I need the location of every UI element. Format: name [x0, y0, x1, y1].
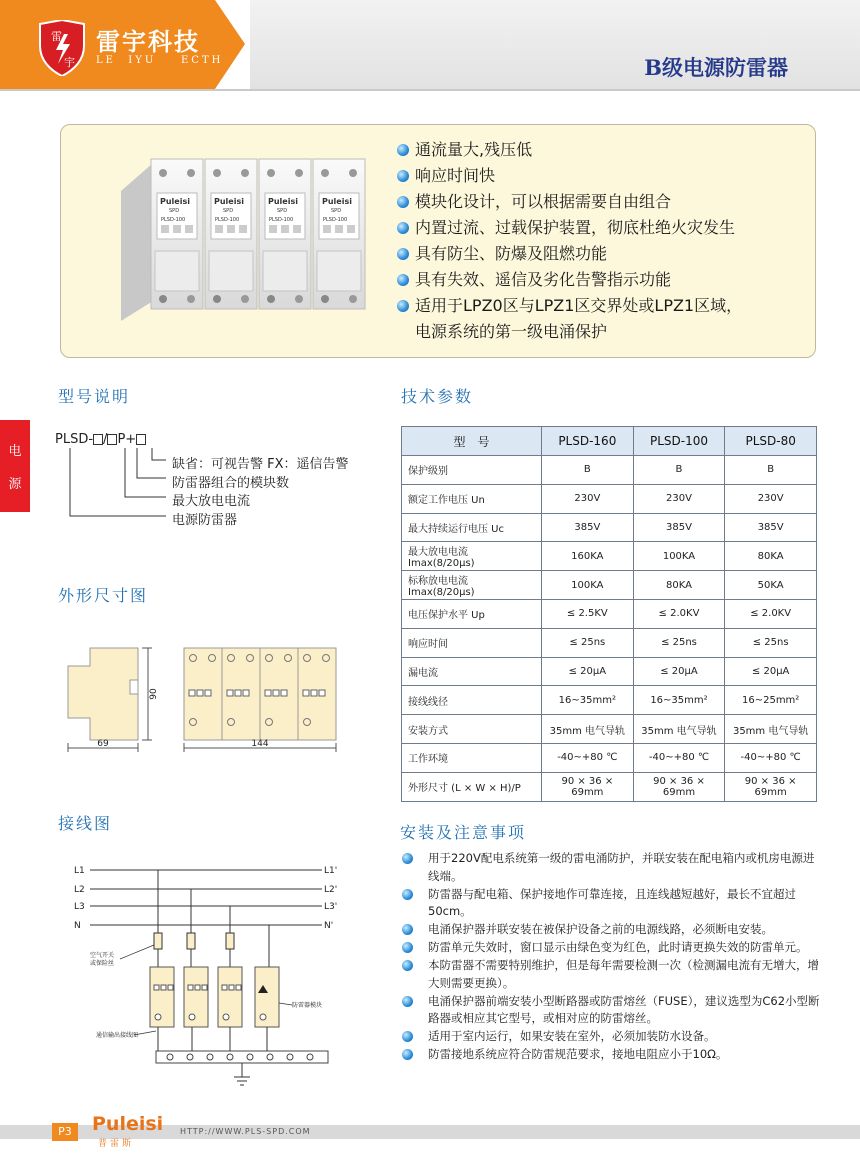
- dim-front-width-label: 144: [251, 739, 269, 749]
- spec-value: 16~25mm²: [725, 686, 817, 715]
- install-note: 用于220V配电系统第一级的雷电涌防护，并联安装在配电箱内或机房电源进线端。: [400, 850, 820, 885]
- product-brand-3: Puleisi: [268, 197, 298, 206]
- spec-value: -40~+80 ℃: [725, 743, 817, 772]
- placeholder-box: [136, 434, 146, 445]
- spec-table-row: [402, 484, 817, 513]
- spec-value: ≤ 25ns: [633, 628, 725, 657]
- bullet-icon: [402, 942, 413, 953]
- spec-param-name: 工作环境: [402, 743, 542, 772]
- model-desc-type: 电源防雷器: [172, 513, 238, 528]
- product-model-4: PLSD-100: [323, 217, 348, 223]
- wiring-diagram: [60, 855, 350, 1090]
- model-desc-alarm: 缺省：可视告警 FX：遥信告警: [172, 457, 349, 472]
- feature-panel: [60, 124, 816, 358]
- category-side-tab: [0, 420, 30, 512]
- line-label-l3: L3: [74, 902, 85, 912]
- feature-item: 通流量大,残压低: [397, 137, 742, 163]
- bullet-icon: [397, 248, 409, 260]
- bullet-icon: [397, 222, 409, 234]
- page-title: B级电源防雷器: [644, 55, 788, 80]
- install-note: 防雷器与配电箱、保护接地作可靠连接，且连线越短越好，最长不宜超过50cm。: [400, 886, 820, 921]
- spec-value: 385V: [725, 513, 817, 542]
- feature-item: 模块化设计，可以根据需要自由组合: [397, 189, 742, 215]
- model-section-heading: 型号说明: [58, 387, 131, 406]
- spec-value: 80KA: [725, 542, 817, 571]
- product-sub-4: SPD: [331, 208, 342, 214]
- spec-value: 100KA: [633, 542, 725, 571]
- spec-value: 230V: [633, 484, 725, 513]
- product-brand-1: Puleisi: [160, 197, 190, 206]
- spec-table-header-row: [402, 427, 817, 456]
- bullet-icon: [402, 996, 413, 1007]
- spec-section-heading: 技术参数: [401, 387, 474, 406]
- shield-char-top: 雷: [51, 30, 62, 43]
- spec-value: ≤ 25ns: [725, 628, 817, 657]
- spec-value: 90 × 36 × 69mm: [542, 772, 634, 801]
- spec-value: ≤ 20μA: [542, 657, 634, 686]
- label-signal: 通信输出接线图: [96, 1032, 139, 1039]
- spec-table-row: [402, 628, 817, 657]
- spec-param-name: 标称放电电流 Imax(8/20μs): [402, 571, 542, 600]
- model-code-leader-lines: [60, 448, 180, 523]
- spec-value: 90 × 36 × 69mm: [725, 772, 817, 801]
- product-model-1: PLSD-100: [161, 217, 186, 223]
- spec-param-name: 响应时间: [402, 628, 542, 657]
- company-shield-logo-icon: [38, 20, 86, 76]
- spec-table-row: [402, 715, 817, 744]
- product-model-3: PLSD-100: [269, 217, 294, 223]
- install-note: 防雷接地系统应符合防雷规范要求，接地电阻应小于10Ω。: [400, 1046, 820, 1064]
- line-label-l1-out: L1': [324, 866, 338, 876]
- product-sub-2: SPD: [223, 208, 234, 214]
- bullet-icon: [397, 144, 409, 156]
- spec-value: 100KA: [542, 571, 634, 600]
- spec-value: 385V: [633, 513, 725, 542]
- bullet-icon: [402, 924, 413, 935]
- spec-value: 90 × 36 × 69mm: [633, 772, 725, 801]
- spec-value: 16~35mm²: [633, 686, 725, 715]
- spec-value: 35mm 电气导轨: [633, 715, 725, 744]
- label-module: 防雷器模块: [292, 1002, 323, 1009]
- spec-value: B: [542, 456, 634, 485]
- spec-param-name: 最大放电电流 Imax(8/20μs): [402, 542, 542, 571]
- spec-table-row: [402, 657, 817, 686]
- spec-value: 385V: [542, 513, 634, 542]
- side-tab-char: 源: [8, 477, 22, 492]
- spec-value: 160KA: [542, 542, 634, 571]
- dimension-section-heading: 外形尺寸图: [58, 586, 149, 605]
- spec-table: [401, 426, 817, 802]
- spec-value: 35mm 电气导轨: [542, 715, 634, 744]
- spec-table-row: [402, 513, 817, 542]
- dimension-drawing: [60, 640, 350, 755]
- spec-value: 16~35mm²: [542, 686, 634, 715]
- bullet-icon: [397, 274, 409, 286]
- spec-value: ≤ 25ns: [542, 628, 634, 657]
- spec-value: 230V: [542, 484, 634, 513]
- bullet-icon: [402, 853, 413, 864]
- spec-param-name: 外形尺寸 (L × W × H)/P: [402, 772, 542, 801]
- spec-value: B: [725, 456, 817, 485]
- spec-value: 230V: [725, 484, 817, 513]
- spec-header-cell: 型 号: [402, 427, 542, 456]
- footer-brand-cn: 普雷斯: [98, 1139, 135, 1149]
- bullet-icon: [397, 170, 409, 182]
- spec-value: 35mm 电气导轨: [725, 715, 817, 744]
- install-note: 防雷单元失效时，窗口显示由绿色变为红色，此时请更换失效的防雷单元。: [400, 939, 820, 957]
- header-divider: [0, 89, 860, 91]
- bullet-icon: [402, 960, 413, 971]
- feature-item: 适用于LPZ0区与LPZ1区交界处或LPZ1区域，: [397, 293, 742, 319]
- install-notes-list: [400, 850, 820, 1064]
- spec-value: -40~+80 ℃: [542, 743, 634, 772]
- feature-item-continuation: 电源系统的第一级电涌保护: [415, 322, 608, 341]
- product-brand-4: Puleisi: [322, 197, 352, 206]
- line-label-l2-out: L2': [324, 885, 338, 895]
- spec-table-row: [402, 571, 817, 600]
- spec-param-name: 额定工作电压 Un: [402, 484, 542, 513]
- spec-param-name: 安装方式: [402, 715, 542, 744]
- side-tab-char: 电: [8, 444, 22, 459]
- footer-brand-logo: Puleisi: [92, 1113, 164, 1135]
- product-photo: [113, 151, 383, 331]
- spec-table-row: [402, 686, 817, 715]
- product-sub-1: SPD: [169, 208, 180, 214]
- feature-item: 具有防尘、防爆及阻燃功能: [397, 241, 742, 267]
- spec-value: 50KA: [725, 571, 817, 600]
- line-label-l1: L1: [74, 866, 85, 876]
- company-name-cn: 雷宇科技: [96, 27, 200, 56]
- line-label-l3-out: L3': [324, 902, 338, 912]
- model-desc-imax: 最大放电电流: [172, 494, 251, 509]
- spec-param-name: 漏电流: [402, 657, 542, 686]
- install-note: 适用于室内运行，如果安装在室外，必须加装防水设备。: [400, 1028, 820, 1046]
- feature-item: 响应时间快: [397, 163, 742, 189]
- bullet-icon: [397, 196, 409, 208]
- spec-header-cell: PLSD-160: [542, 427, 634, 456]
- model-code: PLSD- / P+: [55, 432, 146, 447]
- install-note: 本防雷器不需要特别维护，但是每年需要检测一次（检测漏电流有无增大，增大则需要更换）。: [400, 957, 820, 992]
- feature-item: 内置过流、过载保护装置，彻底杜绝火灾发生: [397, 215, 742, 241]
- wiring-section-heading: 接线图: [58, 814, 113, 833]
- bullet-icon: [402, 889, 413, 900]
- bullet-icon: [402, 1031, 413, 1042]
- spec-header-cell: PLSD-80: [725, 427, 817, 456]
- label-breaker-1: 空气开关: [90, 952, 115, 959]
- product-brand-2: Puleisi: [214, 197, 244, 206]
- model-desc-modules: 防雷器组合的模块数: [172, 476, 290, 491]
- spec-table-row: [402, 456, 817, 485]
- footer-url-link[interactable]: HTTP://WWW.PLS-SPD.COM: [180, 1127, 311, 1136]
- company-name-en: LE IYU ECTH: [96, 55, 224, 66]
- placeholder-box: [93, 434, 103, 445]
- line-label-l2: L2: [74, 885, 85, 895]
- feature-list: [397, 137, 742, 345]
- label-breaker-2: 或保险丝: [90, 960, 115, 967]
- spec-value: ≤ 20μA: [633, 657, 725, 686]
- spec-table-row: [402, 599, 817, 628]
- spec-value: B: [633, 456, 725, 485]
- spec-value: -40~+80 ℃: [633, 743, 725, 772]
- spec-table-row: [402, 772, 817, 801]
- spec-value: ≤ 2.0KV: [725, 599, 817, 628]
- shield-char-bottom: 宇: [64, 56, 75, 69]
- install-note: 电涌保护器并联安装在被保护设备之前的电源线路，必须断电安装。: [400, 921, 820, 939]
- spec-value: ≤ 2.0KV: [633, 599, 725, 628]
- spec-value: 80KA: [633, 571, 725, 600]
- install-note: 电涌保护器前端安装小型断路器或防雷熔丝（FUSE），建议选型为C62小型断路器或相应其它型号，或相对应的防雷熔丝。: [400, 993, 820, 1028]
- spec-header-cell: PLSD-100: [633, 427, 725, 456]
- placeholder-box: [107, 434, 117, 445]
- dim-height-label: 90: [149, 688, 159, 700]
- spec-table-row: [402, 542, 817, 571]
- bullet-icon: [402, 1049, 413, 1060]
- spec-param-name: 最大持续运行电压 Uc: [402, 513, 542, 542]
- spec-param-name: 电压保护水平 Up: [402, 599, 542, 628]
- bullet-icon: [397, 300, 409, 312]
- spec-value: ≤ 2.5KV: [542, 599, 634, 628]
- dim-side-width-label: 69: [97, 739, 109, 749]
- line-label-n: N: [74, 921, 81, 931]
- install-section-heading: 安装及注意事项: [400, 823, 527, 842]
- page-number: P3: [52, 1123, 78, 1141]
- product-sub-3: SPD: [277, 208, 288, 214]
- spec-param-name: 接线线径: [402, 686, 542, 715]
- product-model-2: PLSD-100: [215, 217, 240, 223]
- line-label-n-out: N': [324, 921, 334, 931]
- spec-table-row: [402, 743, 817, 772]
- feature-item: 具有失效、遥信及劣化告警指示功能: [397, 267, 742, 293]
- spec-value: ≤ 20μA: [725, 657, 817, 686]
- spec-param-name: 保护级别: [402, 456, 542, 485]
